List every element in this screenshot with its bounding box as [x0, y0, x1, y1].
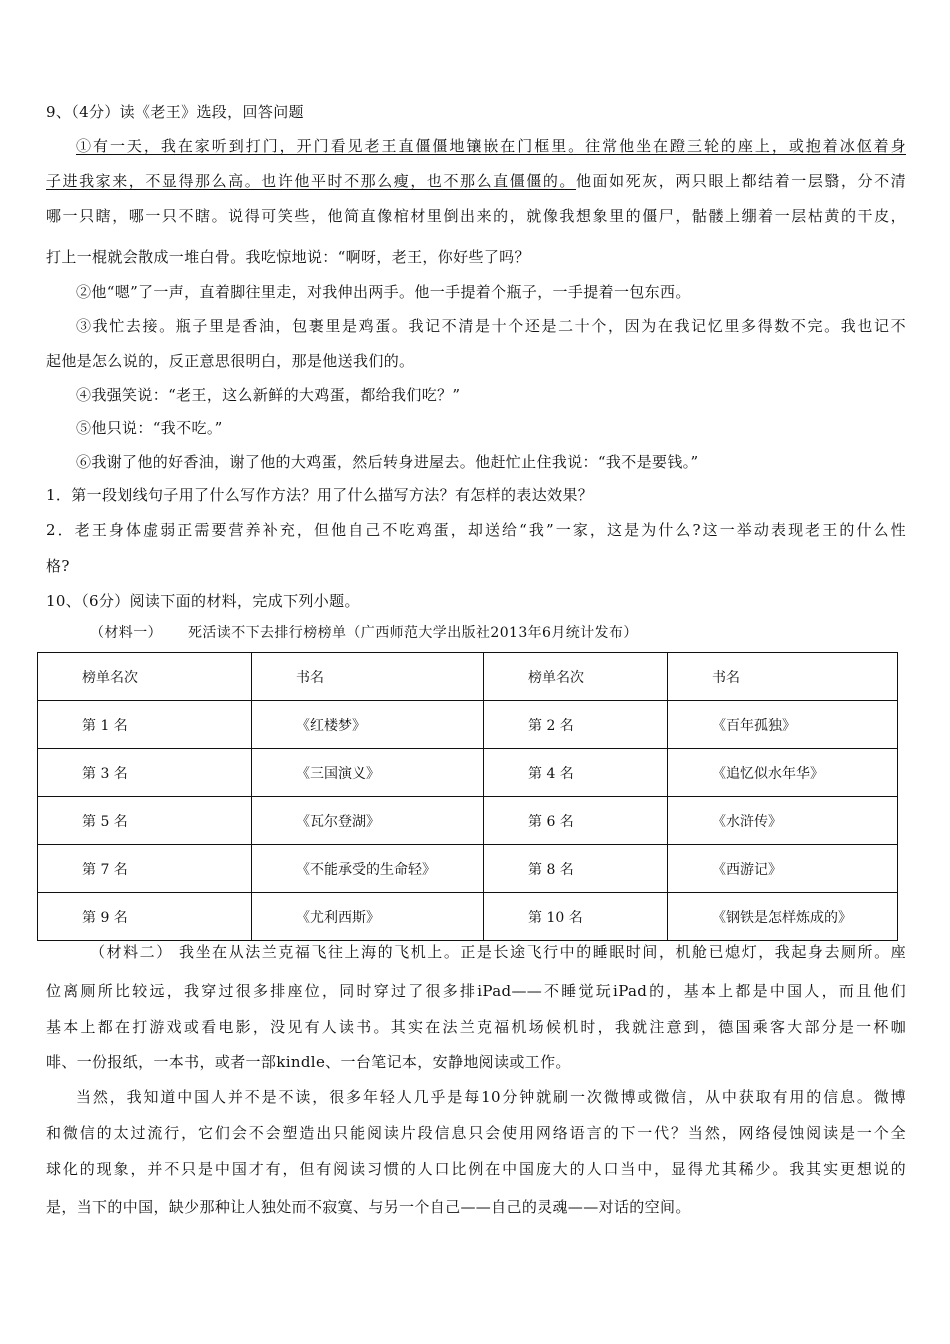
book-cell: 《钢铁是怎样炼成的》 — [668, 893, 898, 941]
header-book-2: 书名 — [668, 653, 898, 701]
table-row — [38, 797, 898, 845]
header-book-1: 书名 — [252, 653, 484, 701]
rank-cell: 第 7 名 — [38, 845, 252, 893]
passage-para-3-line-2: 起他是怎么说的，反正意思很明白，那是他送我们的。 — [46, 352, 415, 370]
passage-para-3-line-1: ③我忙去接。瓶子里是香油，包裹里是鸡蛋。我记不清是十个还是二十个，因为在我记忆里多得数不完。我也记不 — [76, 317, 906, 335]
material-1-title: 死活读不下去排行榜榜单（广西师范大学出版社2013年6月统计发布） — [188, 625, 638, 641]
table-header-row — [38, 653, 898, 701]
book-cell: 《百年孤独》 — [668, 701, 898, 749]
passage-para-1-line-4: 打上一棍就会散成一堆白骨。我吃惊地说：“啊呀，老王，你好些了吗？ — [46, 248, 530, 266]
passage-para-1-line-3: 哪一只瞎，哪一只不瞎。说得可笑些，他简直像棺材里倒出来的，就像我想象里的僵尸，骷髅上绷着一层枯黄的干皮， — [46, 207, 906, 225]
ranking-table — [37, 652, 898, 941]
book-cell: 《尤利西斯》 — [252, 893, 484, 941]
material-3-line-2: 和微信的太过流行，它们会不会塑造出只能阅读片段信息只会使用网络语言的下一代？当然，网络侵蚀阅读是一个全 — [46, 1124, 906, 1142]
book-cell: 《三国演义》 — [252, 749, 484, 797]
material-2-line-4: 啡、一份报纸，一本书，或者一部kindle、一台笔记本，安静地阅读或工作。 — [46, 1053, 571, 1071]
rank-cell: 第 10 名 — [484, 893, 668, 941]
rank-cell: 第 4 名 — [484, 749, 668, 797]
sub-question-1: 1．第一段划线句子用了什么写作方法？用了什么描写方法？有怎样的表达效果？ — [46, 486, 594, 504]
rank-cell: 第 5 名 — [38, 797, 252, 845]
question-10-title: 10、（6分）阅读下面的材料，完成下列小题。 — [46, 592, 360, 610]
material-3-line-3: 球化的现象，并不只是中国才有，但有阅读习惯的人口比例在中国庞大的人口当中，显得尤其稀少。我其实更想说的 — [46, 1160, 906, 1178]
table-row — [38, 701, 898, 749]
book-cell: 《红楼梦》 — [252, 701, 484, 749]
underlined-sentence: ①有一天，我在家听到打门，开门看见老王直僵僵地镶嵌在门框里。往常他坐在蹬三轮的座上，或抱着冰伛着身 — [76, 137, 906, 155]
rank-cell: 第 3 名 — [38, 749, 252, 797]
book-cell: 《水浒传》 — [668, 797, 898, 845]
table-row — [38, 893, 898, 941]
header-rank-1: 榜单名次 — [38, 653, 252, 701]
rank-cell: 第 2 名 — [484, 701, 668, 749]
rank-cell: 第 9 名 — [38, 893, 252, 941]
passage-para-2: ②他“嗯”了一声，直着脚往里走，对我伸出两手。他一手提着个瓶子，一手提着一包东西。 — [76, 283, 691, 301]
rank-cell: 第 1 名 — [38, 701, 252, 749]
book-cell: 《西游记》 — [668, 845, 898, 893]
material-3-line-4: 是，当下的中国，缺少那种让人独处而不寂寞、与另一个自己——自己的灵魂——对话的空间。 — [46, 1198, 691, 1216]
material-2-line-1: （材料二） 我坐在从法兰克福飞往上海的飞机上。正是长途飞行中的睡眠时间，机舱已熄灯，我起身去厕所。座 — [90, 943, 906, 961]
material-1-label: （材料一） — [90, 625, 162, 641]
passage-para-1-line-1 — [76, 136, 906, 156]
passage-para-1-line-2 — [46, 171, 906, 191]
book-cell: 《不能承受的生命轻》 — [252, 845, 484, 893]
table-row — [38, 845, 898, 893]
header-rank-2: 榜单名次 — [484, 653, 668, 701]
book-cell: 《追忆似水年华》 — [668, 749, 898, 797]
rank-cell: 第 8 名 — [484, 845, 668, 893]
material-2-line-2: 位离厕所比较远，我穿过很多排座位，同时穿过了很多排iPad——不睡觉玩iPad的，基本上都是中国人，而且他们 — [46, 982, 906, 1000]
passage-para-6: ⑥我谢了他的好香油，谢了他的大鸡蛋，然后转身进屋去。他赶忙止住我说：“我不是要钱。” — [76, 453, 699, 471]
table-row — [38, 749, 898, 797]
sub-question-2-line-1: 2．老王身体虚弱正需要营养补充，但他自己不吃鸡蛋，却送给“我”一家，这是为什么?这一举动表现老王的什么性 — [46, 521, 906, 539]
book-cell: 《瓦尔登湖》 — [252, 797, 484, 845]
underlined-sentence-end: 子进我家来，不显得那么高。也许他平时不那么瘦，也不那么直僵僵的。 — [46, 172, 576, 190]
passage-para-4: ④我强笑说：“老王，这么新鲜的大鸡蛋，都给我们吃？” — [76, 386, 461, 404]
material-1-caption — [90, 623, 638, 643]
material-2-line-3: 基本上都在打游戏或看电影，没见有人读书。其实在法兰克福机场候机时，我就注意到，德国乘客大部分是一杯咖 — [46, 1018, 906, 1036]
rank-cell: 第 6 名 — [484, 797, 668, 845]
sub-question-2-line-2: 格? — [46, 557, 70, 575]
passage-para-5: ⑤他只说：“我不吃。” — [76, 419, 223, 437]
passage-text: 他面如死灰，两只眼上都结着一层翳，分不清 — [575, 172, 906, 190]
material-3-line-1: 当然，我知道中国人并不是不读，很多年轻人几乎是每10分钟就刷一次微博或微信，从中获取有用的信息。微博 — [76, 1088, 906, 1106]
question-9-title: 9、（4分）读《老王》选段，回答问题 — [46, 103, 304, 121]
